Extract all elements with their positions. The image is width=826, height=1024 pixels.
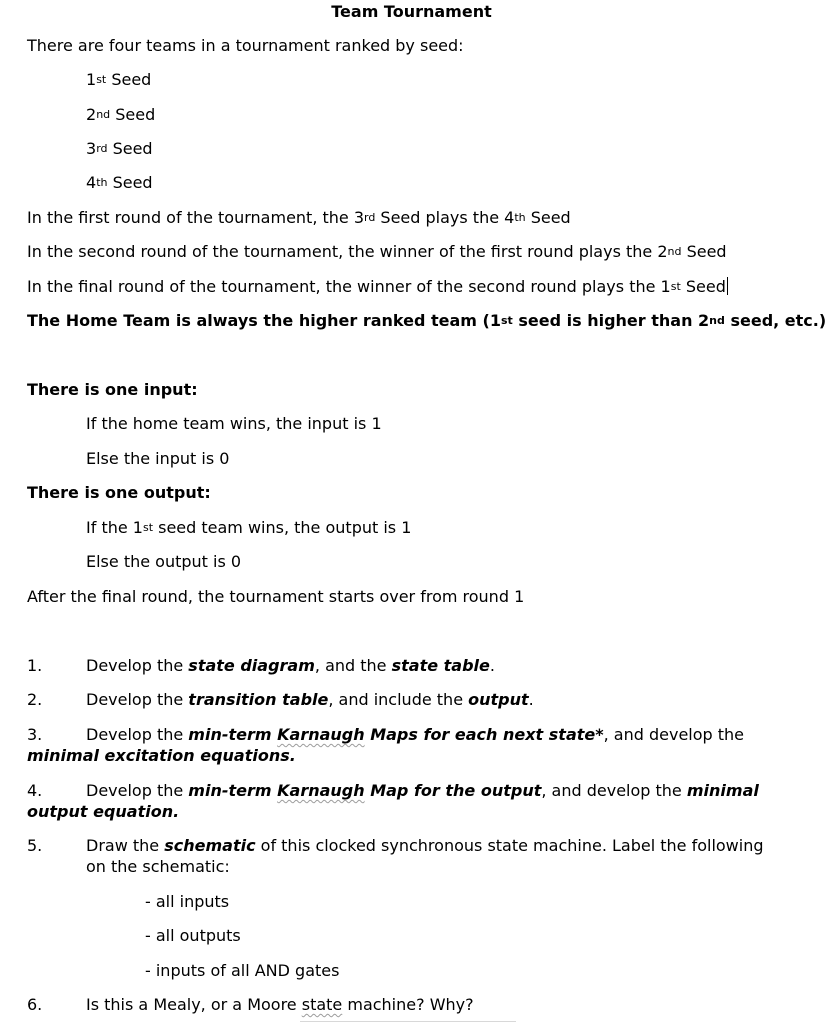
- output-line: Else the output is 0: [86, 552, 242, 571]
- task-number: 5.: [27, 836, 43, 855]
- task-number: 3.: [27, 725, 43, 744]
- page-divider: [300, 1021, 516, 1022]
- task-number: 6.: [27, 995, 43, 1014]
- intro-text: There are four teams in a tournament ranked by seed:: [27, 36, 464, 55]
- task-1: 1. Develop the state diagram, and the state table.: [27, 656, 495, 675]
- task-4-continued: output equation.: [27, 802, 180, 821]
- task-5: 5. Draw the schematic of this clocked synchronous state machine. Label the following: [27, 836, 764, 855]
- input-line: Else the input is 0: [86, 449, 230, 468]
- output-line: If the 1st seed team wins, the output is 1: [86, 518, 412, 537]
- page-title: Team Tournament: [331, 2, 492, 21]
- seed-item: 1st Seed: [86, 70, 152, 89]
- round-1-text: In the first round of the tournament, the 3rd Seed plays the 4th Seed: [27, 208, 571, 227]
- seed-item: 3rd Seed: [86, 139, 153, 158]
- task-3: 3. Develop the min-term Karnaugh Maps for each next state*, and develop the: [27, 725, 745, 744]
- schematic-label-item: - inputs of all AND gates: [145, 961, 340, 980]
- task-3-continued: minimal excitation equations.: [27, 746, 296, 765]
- seed-item: 4th Seed: [86, 173, 153, 192]
- task-5-continued: on the schematic:: [86, 857, 230, 876]
- schematic-label-item: - all outputs: [145, 926, 241, 945]
- home-team-rule: The Home Team is always the higher ranked team (1st seed is higher than 2nd seed, etc.): [27, 311, 826, 330]
- schematic-label-item: - all inputs: [145, 892, 230, 911]
- round-3-text: In the final round of the tournament, the winner of the second round plays the 1st Seed: [27, 277, 726, 296]
- task-number: 2.: [27, 690, 43, 709]
- task-2: 2. Develop the transition table, and include the output.: [27, 690, 534, 709]
- task-6: 6. Is this a Mealy, or a Moore state machine? Why?: [27, 995, 474, 1014]
- text-cursor: [727, 277, 728, 295]
- seed-item: 2nd Seed: [86, 105, 156, 124]
- input-heading: There is one input:: [27, 380, 198, 399]
- round-2-text: In the second round of the tournament, the winner of the first round plays the 2nd Seed: [27, 242, 727, 261]
- task-4: 4. Develop the min-term Karnaugh Map for the output, and develop the minimal: [27, 781, 759, 800]
- restart-text: After the final round, the tournament starts over from round 1: [27, 587, 525, 606]
- input-line: If the home team wins, the input is 1: [86, 414, 382, 433]
- task-number: 4.: [27, 781, 43, 800]
- task-number: 1.: [27, 656, 43, 675]
- output-heading: There is one output:: [27, 483, 211, 502]
